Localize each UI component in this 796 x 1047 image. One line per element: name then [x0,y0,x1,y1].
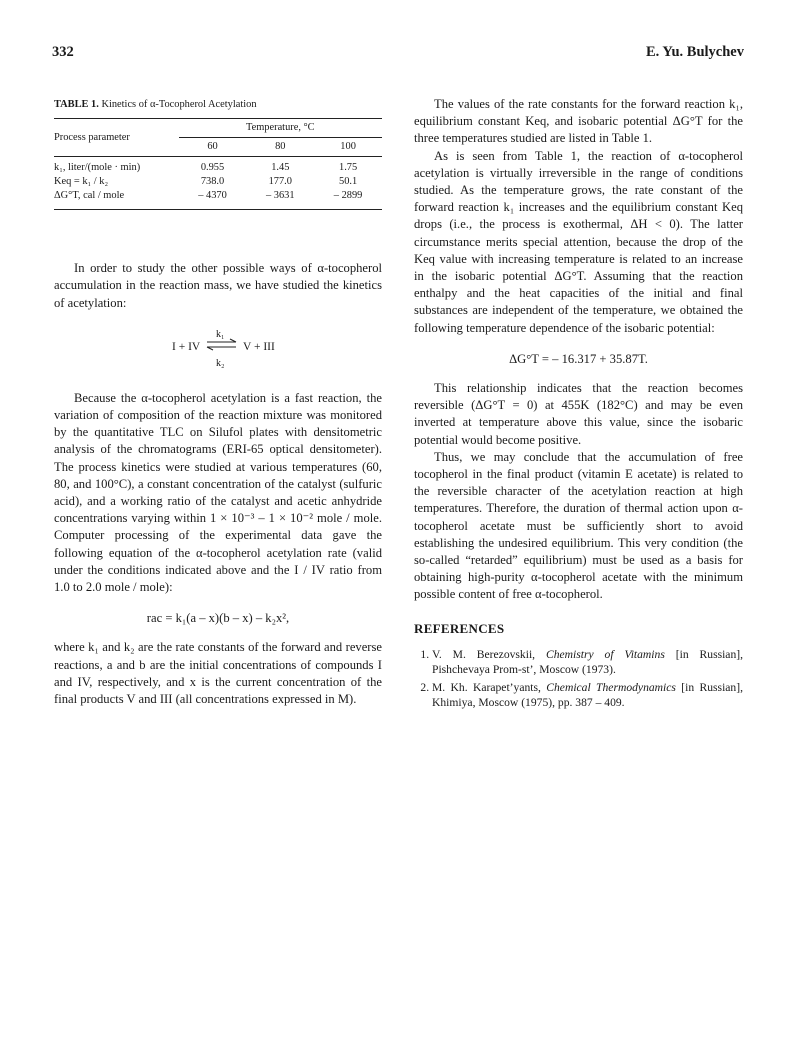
gibbs-equation: ΔG°T = – 16.317 + 35.87T. [509,351,648,366]
ref-title: Chemical Thermodynamics [546,680,676,694]
kinetics-table [54,118,382,210]
reference-item [432,647,743,678]
table-cell: – 4370 [198,190,227,202]
table-caption [54,96,382,113]
ref-details: [in Russian], Khimiya, Moscow (1975), pp. 387 – 409. [432,680,743,710]
reaction-scheme [54,326,382,370]
table-caption-label: TABLE 1. [54,99,99,110]
body-paragraph: In order to study the other possible ways of α-tocopherol accumulation in the reaction mass, we have studied the kinetics of acetylation: [54,261,382,310]
running-header [52,44,744,64]
table-cell: 1.75 [339,162,358,174]
scheme-k2: k₂ [216,357,225,369]
table-row [54,189,382,203]
table-cell: 0.955 [200,162,225,174]
left-column [54,96,382,708]
ref-authors: V. M. Berezovskii, [432,647,546,661]
ref-title: Chemistry of Vitamins [545,647,665,661]
body-paragraph: This relationship indicates that the reaction becomes reversible (ΔG°T = 0) at 455K (182°C) and may be even inverted at temperature above this value, since the isobaric potential would become positive. [414,381,743,447]
table-cell: 50.1 [339,176,358,188]
table-row [54,175,382,189]
body-paragraph: Thus, we may conclude that the accumulation of free tocopherol in the final product (vitamin E acetate) is related to the reversible character of the acetylation reaction at high temperatures. Therefore, the duration of thermal action upon α-tocopherol acetate must be sufficiently short to avoid establishing the undesired equilibrium. This very condition (the so-called “retarded” equilibrium) must be used as a basis for obtaining high-purity α-tocopherol acetate with the minimum possible content of free α-tocopherol. [414,449,743,602]
right-column [414,96,743,713]
scheme-k1: k₁ [216,328,225,340]
temp-col-header: 60 [179,138,247,157]
row-label: k₁, liter/(mole · min) [54,162,141,174]
table-row [54,161,382,175]
ref-details: [in Russian], Pishchevaya Prom-st’, Moscow (1973). [432,647,744,677]
scheme-products: V + III [243,340,275,353]
param-header: Process parameter [54,119,179,157]
table-caption-text: Kinetics of α-Tocopherol Acetylation [101,99,257,110]
table-cell: – 3631 [266,190,295,202]
equilibrium-arrows-icon [206,338,238,352]
temp-header: Temperature, °C [179,119,382,138]
ref-authors: M. Kh. Karapet’yants, [432,680,547,694]
table-cell: 738.0 [200,176,225,188]
body-paragraph: As is seen from Table 1, the reaction of α-tocopherol acetylation is virtually irreversible in the range of conditions studied. As the temperature grows, the rate constant of the forward reaction k₁ increases and the equilibrium constant Keq drops (i.e., the process is exothermal, ΔH < 0). The latter circumstance merits special attention, because the drop of the Keq value with increasing temperature is related to an increase in the isobaric potential ΔG°T. Assuming that the reaction enthalpy and the heat capacities of the initial and final substances are independent of the temperature, we obtained the following temperature dependence of the isobaric potential: [414,148,743,335]
temp-col-header: 80 [246,138,314,157]
page-number: 332 [52,44,74,60]
body-paragraph: Because the α-tocopherol acetylation is a fast reaction, the variation of composition of the reaction mixture was monitored by the quantitative TLC on Silufol plates with densitometric analysis of the chromatograms (ERI-65 optical densitometer). The process kinetics were studied at various temperatures (60, 80, and 100°C), a constant concentration of the catalyst (sulfuric acid), and a working ratio of the catalyst and acetic anhydride concentrations varying within 1 × 10⁻³ – 1 × 10⁻² mole / mole. Computer processing of the experimental data gave the following equation of the α-tocopherol acetylation rate (valid under the conditions indicated above and the I / IV ratio from 1.0 to 2.0 mole / mole): [54,390,382,595]
references-heading: REFERENCES [414,620,505,636]
running-author: E. Yu. Bulychev [645,44,744,60]
rate-equation: rac = k₁(a – x)(b – x) – k₂x², [146,611,290,626]
temp-col-header: 100 [314,138,382,157]
table-cell: 177.0 [268,176,292,188]
body-paragraph: where k₁ and k₂ are the rate constants of the forward and reverse reactions, a and b are the initial concentrations of compounds I and IV, respectively, and x is the current concentration of the final products V and III (all concentrations expressed in M). [54,640,382,707]
reference-item [432,680,743,711]
row-label: ΔG°T, cal / mole [54,190,125,202]
row-label: Keq = k₁ / k₂ [54,176,109,188]
table-cell: – 2899 [333,190,363,202]
body-paragraph: The values of the rate constants for the forward reaction k₁, equilibrium constant Keq, and isobaric potential ΔG°T for the three temperatures studied are listed in Table 1. [414,97,743,146]
scheme-reactants: I + IV [172,340,201,353]
table-cell: 1.45 [271,162,290,174]
references-list [414,647,743,711]
